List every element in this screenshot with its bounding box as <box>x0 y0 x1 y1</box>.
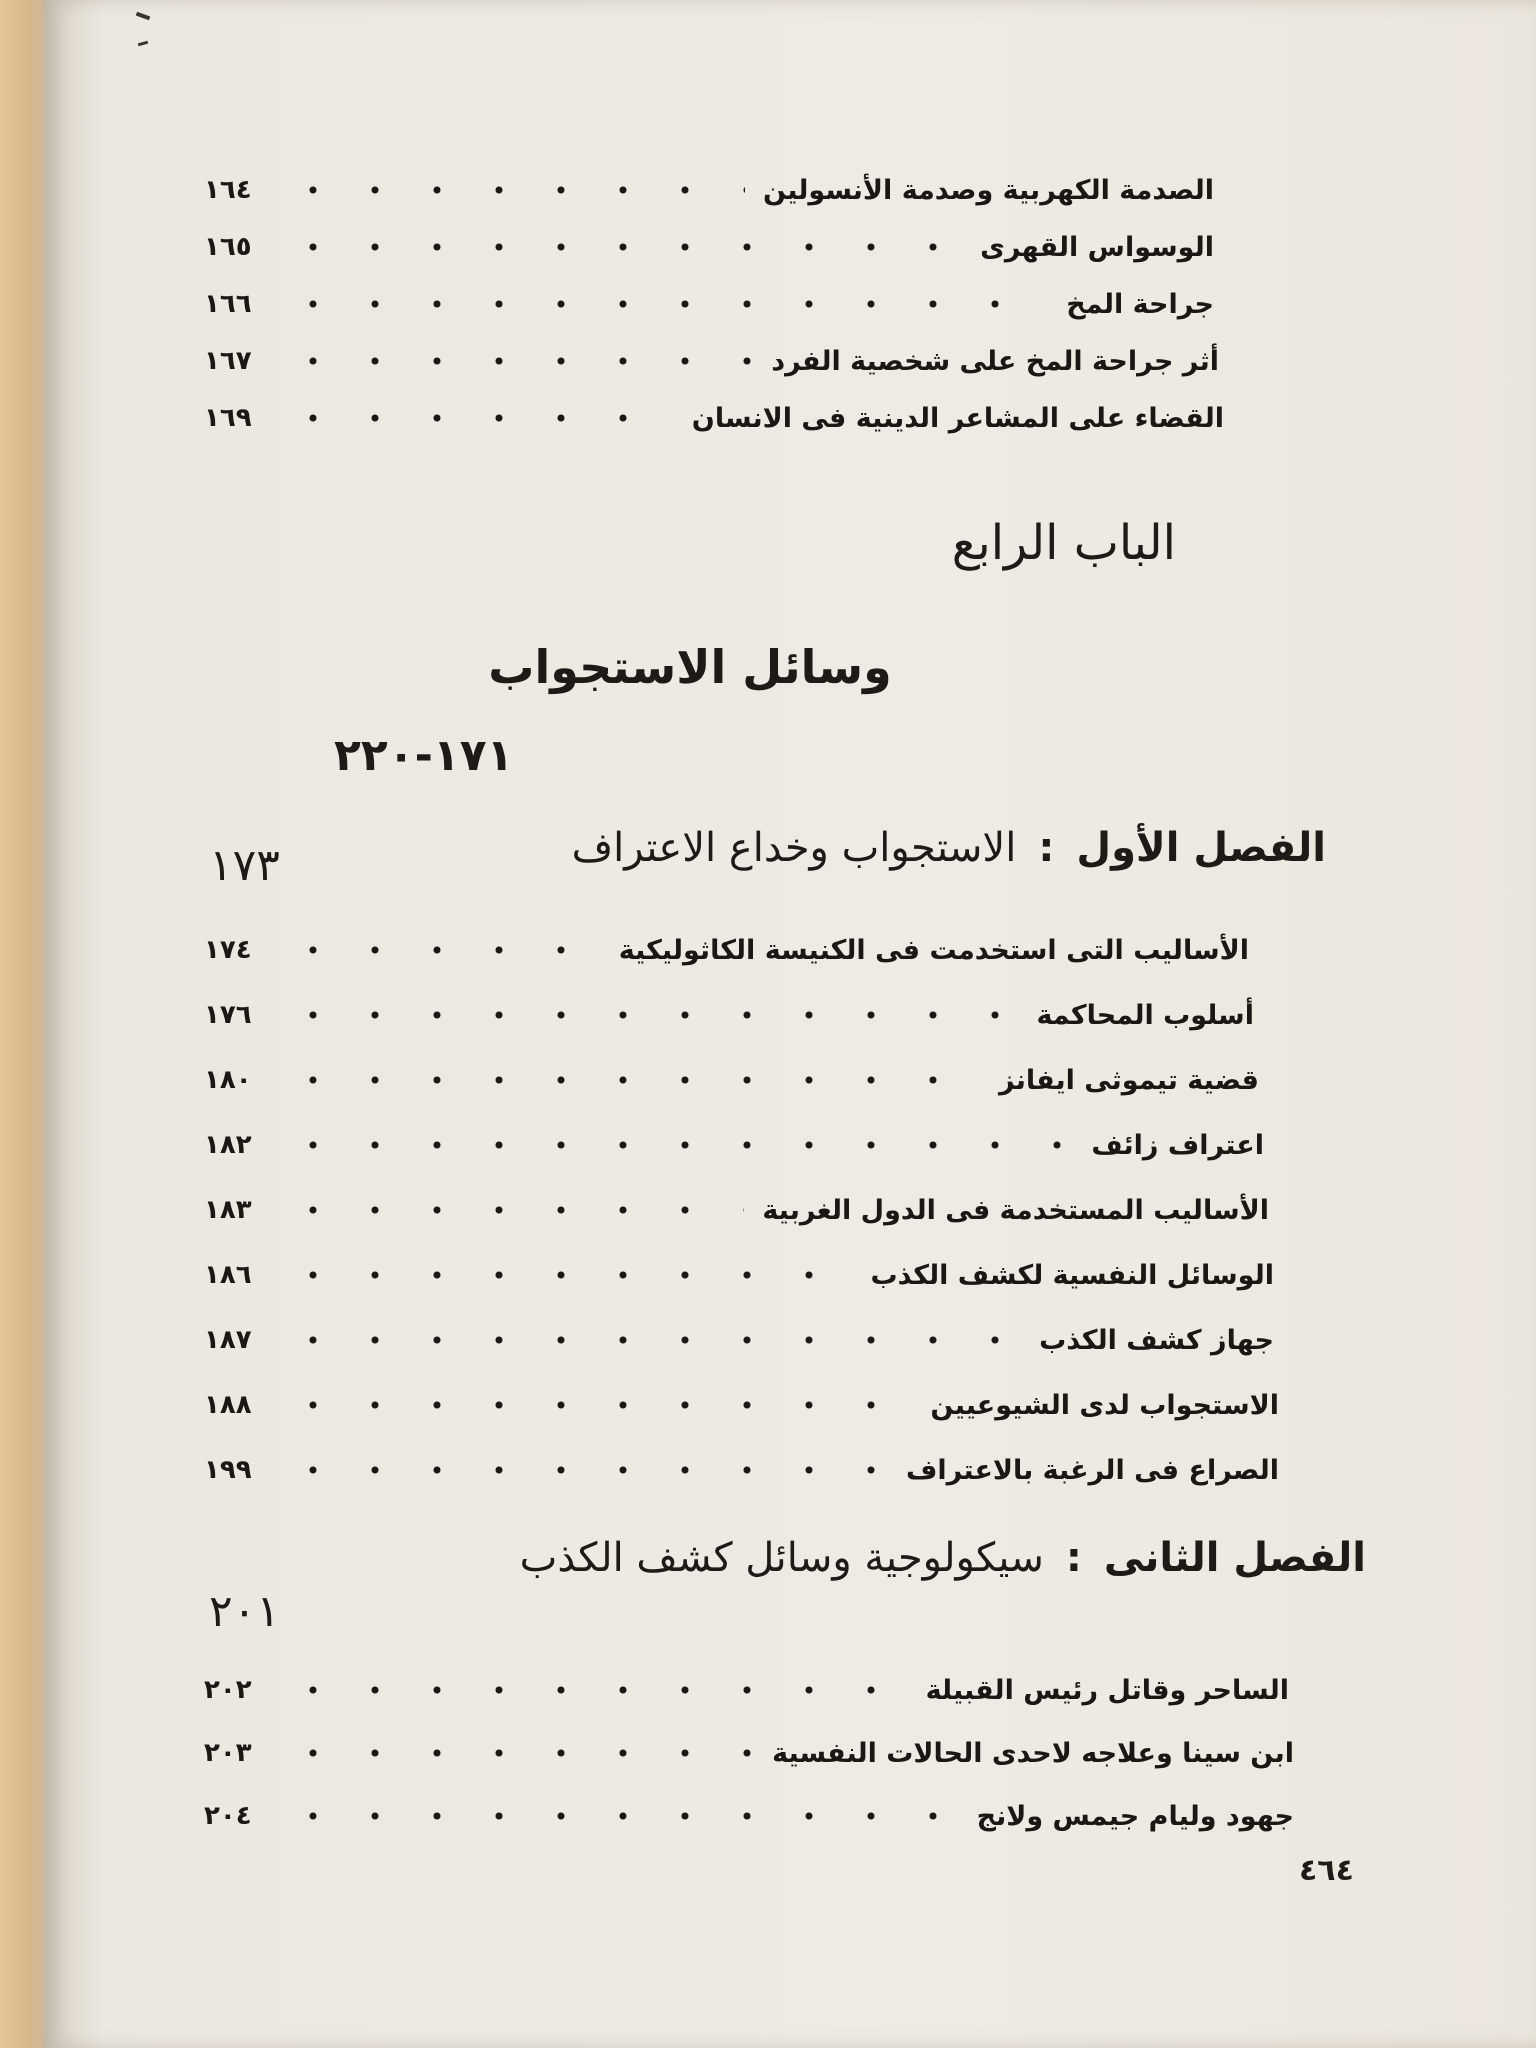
chapter-page: ١٧٣ <box>209 840 280 891</box>
chapter-page: ٢٠١ <box>209 1586 280 1637</box>
entry-title: الاستجواب لدى الشيوعيين <box>930 1389 1279 1421</box>
entry-title: الصدمة الكهربية وصدمة الأنسولين <box>762 174 1214 206</box>
leader-dots <box>282 1466 888 1474</box>
leader-dots <box>282 1076 981 1084</box>
entry-title: قضية تيموثى ايفانز <box>998 1064 1259 1096</box>
entry-page: ١٨٧ <box>204 1325 252 1355</box>
toc-entry <box>204 1055 1259 1105</box>
entry-title: الوسائل النفسية لكشف الكذب <box>870 1259 1274 1291</box>
leader-dots <box>282 1336 1021 1344</box>
entry-page: ١٨٨ <box>204 1390 252 1420</box>
entry-page: ١٨٠ <box>204 1065 252 1095</box>
entry-title: ابن سينا وعلاجه لاحدى الحالات النفسية <box>772 1737 1294 1769</box>
leader-dots <box>282 300 1048 308</box>
entry-page: ١٨٦ <box>204 1260 252 1290</box>
part-heading: الباب الرابع <box>951 515 1176 571</box>
entry-page: ١٦٤ <box>204 175 252 205</box>
entry-page: ١٦٩ <box>204 403 252 433</box>
toc-entry <box>204 1380 1279 1430</box>
leader-dots <box>282 357 753 365</box>
entry-title: الأساليب التى استخدمت فى الكنيسة الكاثوليكية <box>618 934 1249 966</box>
entry-title: جهود وليام جيمس ولانج <box>976 1800 1294 1832</box>
toc-entry <box>204 1665 1289 1715</box>
entry-title: أسلوب المحاكمة <box>1036 999 1254 1031</box>
toc-entry <box>204 1120 1264 1170</box>
toc-entry <box>204 990 1254 1040</box>
entry-page: ١٧٦ <box>204 1000 252 1030</box>
toc-entry <box>204 1250 1274 1300</box>
chapter-title: سيكولوجية وسائل كشف الكذب <box>519 1535 1044 1581</box>
toc-entry <box>204 165 1214 215</box>
entry-page: ٢٠٣ <box>204 1738 252 1768</box>
entry-title: القضاء على المشاعر الدينية فى الانسان <box>691 402 1224 434</box>
leader-dots <box>282 946 601 954</box>
page-number: ٤٦٤ <box>1299 1853 1354 1888</box>
entry-title: الوسواس القهرى <box>980 231 1214 263</box>
leader-dots <box>282 1206 744 1214</box>
entry-page: ١٨٢ <box>204 1130 252 1160</box>
entry-title: الساحر وقاتل رئيس القبيلة <box>925 1674 1289 1706</box>
entry-page: ١٦٥ <box>204 232 252 262</box>
chapter-heading <box>520 1535 1366 1581</box>
entry-title: جراحة المخ <box>1066 288 1214 320</box>
leader-dots <box>282 1812 959 1820</box>
part-title: وسائل الاستجواب <box>488 640 892 694</box>
entry-page: ٢٠٢ <box>204 1675 252 1705</box>
toc-entry <box>204 393 1224 443</box>
entry-title: جهاز كشف الكذب <box>1039 1324 1274 1356</box>
toc-entry <box>204 1185 1269 1235</box>
entry-title: أثر جراحة المخ على شخصية الفرد <box>771 345 1219 377</box>
entry-title: الأساليب المستخدمة فى الدول الغربية <box>762 1194 1269 1226</box>
leader-dots <box>282 1141 1073 1149</box>
ink-mark <box>136 12 151 21</box>
toc-entry <box>204 1445 1279 1495</box>
toc-entry <box>204 1315 1274 1365</box>
entry-title: اعتراف زائف <box>1091 1129 1264 1161</box>
toc-entry <box>204 222 1214 272</box>
leader-dots <box>282 1686 908 1694</box>
leader-dots <box>282 1401 912 1409</box>
entry-page: ١٦٦ <box>204 289 252 319</box>
chapter-colon: : <box>1065 1535 1082 1581</box>
toc-entry <box>204 1728 1294 1778</box>
book-page <box>44 0 1536 2048</box>
chapter-colon: : <box>1038 825 1055 871</box>
toc-entry <box>204 279 1214 329</box>
book-spine <box>0 0 48 2048</box>
entry-page: ١٩٩ <box>204 1455 252 1485</box>
chapter-label: الفصل الثانى <box>1103 1535 1366 1581</box>
leader-dots <box>282 1011 1018 1019</box>
entry-page: ٢٠٤ <box>204 1801 252 1831</box>
entry-page: ١٧٤ <box>204 935 252 965</box>
leader-dots <box>282 186 745 194</box>
toc-entry <box>204 1791 1294 1841</box>
chapter-label: الفصل الأول <box>1076 825 1326 871</box>
leader-dots <box>282 243 962 251</box>
entry-page: ١٨٣ <box>204 1195 252 1225</box>
entry-title: الصراع فى الرغبة بالاعتراف <box>906 1454 1279 1486</box>
leader-dots <box>282 1271 853 1279</box>
leader-dots <box>282 414 674 422</box>
toc-entry <box>204 925 1249 975</box>
chapter-heading <box>572 825 1326 871</box>
entry-page: ١٦٧ <box>204 346 252 376</box>
leader-dots <box>282 1749 754 1757</box>
ink-mark <box>138 41 148 46</box>
part-page-range: ١٧١-٢٢٠ <box>334 730 514 781</box>
toc-entry <box>204 336 1219 386</box>
chapter-title: الاستجواب وخداع الاعتراف <box>571 825 1017 871</box>
